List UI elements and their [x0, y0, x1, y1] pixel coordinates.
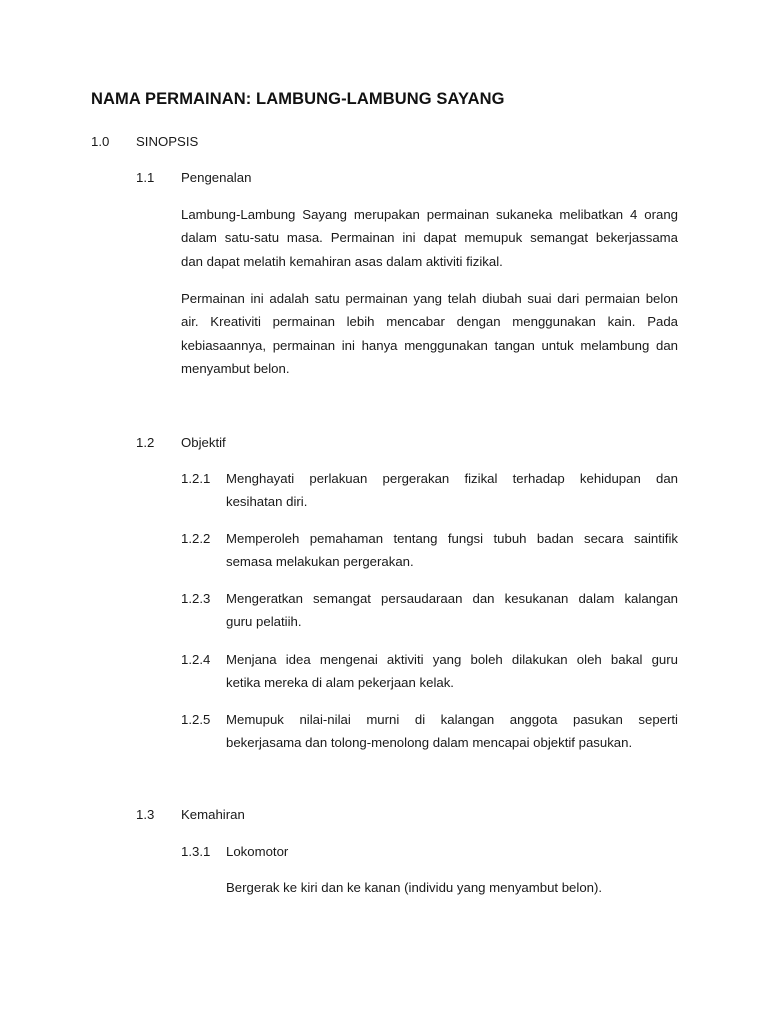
- paragraph-line: Permainan ini adalah satu permainan yang telah diubah suai dari permaian belon: [181, 291, 678, 306]
- objective-line: bekerjasama dan tolong-menolong dalam mencapai objektif pasukan.: [226, 735, 633, 751]
- objective-number: 1.2.1: [181, 471, 211, 486]
- paragraph-line: dalam satu-satu masa. Permainan ini dapat memupuk semangat bekerjassama: [181, 230, 678, 246]
- subsection-number: 1.1: [136, 170, 155, 185]
- objective-text: [226, 467, 678, 514]
- paragraph-line: menyambut belon.: [181, 360, 290, 376]
- subsection-heading: Pengenalan: [181, 170, 252, 185]
- intro-paragraph-2: [181, 287, 678, 380]
- objective-number: 1.2.5: [181, 712, 211, 727]
- objective-line: ketika mereka di alam pekerjaan kelak.: [226, 675, 454, 691]
- paragraph-line: kebiasaannya, permainan ini hanya menggunakan tangan untuk melambung dan: [181, 337, 678, 353]
- objective-line: kesihatan diri.: [226, 494, 308, 510]
- paragraph-line: dan dapat melatih kemahiran asas dalam aktiviti fizikal.: [181, 253, 503, 269]
- objective-line: semasa melakukan pergerakan.: [226, 554, 414, 570]
- objective-line: Memupuk nilai-nilai murni di kalangan anggota pasukan seperti: [226, 712, 678, 727]
- objective-text: [226, 527, 678, 574]
- document-title: NAMA PERMAINAN: LAMBUNG-LAMBUNG SAYANG: [91, 90, 505, 108]
- objective-number: 1.2.3: [181, 591, 211, 606]
- objective-text: [226, 708, 678, 755]
- paragraph-line: air. Kreativiti permainan lebih mencabar dengan menggunakan kain. Pada: [181, 314, 678, 330]
- section-heading: SINOPSIS: [136, 134, 199, 149]
- skill-description: Bergerak ke kiri dan ke kanan (individu yang menyambut belon).: [226, 880, 603, 895]
- section-number: 1.0: [91, 134, 110, 149]
- subsection-number: 1.3: [136, 807, 155, 822]
- objective-line: Mengeratkan semangat persaudaraan dan kesukanan dalam kalangan: [226, 591, 678, 606]
- objective-line: Menghayati perlakuan pergerakan fizikal terhadap kehidupan dan: [226, 471, 678, 486]
- objective-line: guru pelatiih.: [226, 614, 302, 630]
- objective-line: Menjana idea mengenai aktiviti yang boleh dilakukan oleh bakal guru: [226, 652, 678, 667]
- objective-text: [226, 648, 678, 695]
- subsection-number: 1.2: [136, 435, 155, 450]
- sub-subsection-heading: Lokomotor: [226, 844, 289, 859]
- objective-text: [226, 587, 678, 634]
- sub-subsection-number: 1.3.1: [181, 844, 211, 859]
- subsection-heading: Kemahiran: [181, 807, 245, 822]
- objective-number: 1.2.4: [181, 652, 211, 667]
- intro-paragraph-1: [181, 203, 678, 273]
- objective-number: 1.2.2: [181, 531, 211, 546]
- objective-line: Memperoleh pemahaman tentang fungsi tubuh badan secara saintifik: [226, 531, 678, 546]
- subsection-heading: Objektif: [181, 435, 226, 450]
- paragraph-line: Lambung-Lambung Sayang merupakan permainan sukaneka melibatkan 4 orang: [181, 207, 678, 222]
